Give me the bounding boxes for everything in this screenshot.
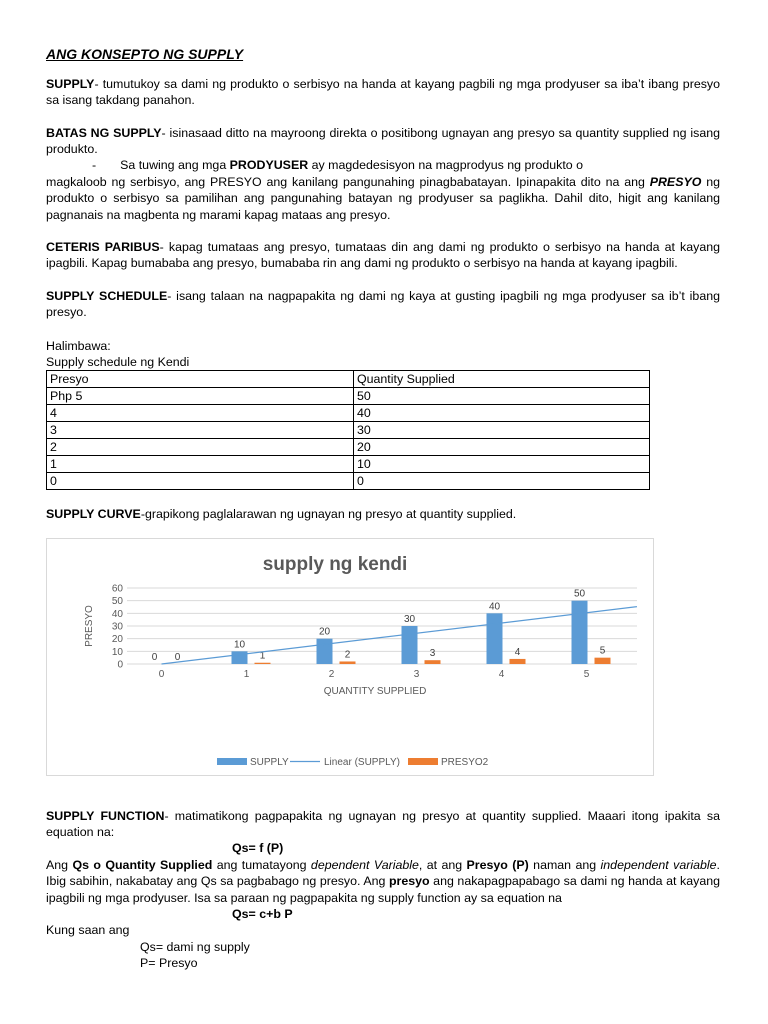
- supply-schedule-table: [46, 370, 650, 490]
- supply-trendline: [162, 607, 638, 664]
- presyo2-data-label: 3: [429, 648, 436, 660]
- curve-text: -grapikong paglalarawan ng ugnayan ng presyo at quantity supplied.: [140, 507, 517, 521]
- example-label: Halimbawa:: [46, 339, 111, 353]
- function-text: - matimatikong pagpapakita ng ugnayan ng presyo at quantity supplied. Maaari itong ipakita sa equation na:: [46, 809, 720, 840]
- batas-definition: [46, 125, 720, 158]
- table-row: [47, 473, 650, 490]
- supply-bar: [232, 651, 248, 664]
- ceteris-definition: [46, 239, 720, 272]
- supply-bar: [572, 601, 588, 664]
- presyo2-bar: [595, 658, 611, 664]
- presyo2-bar: [340, 661, 356, 664]
- supply-data-label: 50: [573, 588, 586, 600]
- fx-c: ang tumatayong: [212, 858, 311, 872]
- table-cell: 20: [354, 439, 650, 456]
- chart-title: supply ng kendi: [262, 554, 408, 575]
- supply-data-label: 20: [318, 626, 331, 638]
- y-tick-label: 10: [111, 646, 123, 658]
- table-cell: 0: [47, 473, 354, 490]
- table-cell: 1: [47, 456, 354, 473]
- y-tick-label: 30: [111, 621, 123, 633]
- bullet-text-a: Sa tuwing ang mga: [120, 158, 230, 172]
- presyo2-data-label: 0: [174, 652, 181, 663]
- definition-qs: Qs= dami ng supply: [140, 940, 250, 954]
- legend-label-supply: SUPPLY: [250, 757, 289, 768]
- fx-f: Presyo (P): [466, 858, 529, 872]
- table-cell: 2: [47, 439, 354, 456]
- supply-text: - tumutukoy sa dami ng produkto o serbisyo na handa at kayang pagbili ng mga prodyuser sa iba’t ibang presyo sa isang takdang panahon.: [46, 77, 720, 108]
- legend-swatch-presyo2: [408, 758, 438, 765]
- supply-definition: [46, 76, 720, 109]
- supply-data-label: 0: [151, 652, 158, 663]
- presyo2-data-label: 1: [259, 650, 266, 662]
- presyo2-bar: [425, 660, 441, 664]
- y-tick-label: 50: [111, 596, 123, 608]
- table-cell: 30: [354, 422, 650, 439]
- table-header: Quantity Supplied: [354, 371, 650, 388]
- table-cell: 10: [354, 456, 650, 473]
- y-tick-label: 60: [111, 583, 123, 595]
- fx-d: dependent Variable: [310, 858, 419, 872]
- fx-j: presyo: [388, 874, 430, 889]
- presyo2-data-label: 4: [514, 646, 521, 658]
- kung-saan: Kung saan ang: [46, 923, 130, 937]
- batas-text: - isinasaad ditto na mayroong direkta o positibong ugnayan ang presyo sa quantity supplied ng isang produkto.: [46, 126, 720, 157]
- table-header: Presyo: [47, 371, 354, 388]
- y-tick-label: 20: [111, 634, 123, 646]
- page-title: ANG KONSEPTO NG SUPPLY: [46, 46, 244, 62]
- table-cell: 0: [354, 473, 650, 490]
- function-definition: [46, 808, 720, 841]
- x-axis-label: QUANTITY SUPPLIED: [323, 686, 427, 697]
- supply-data-label: 10: [233, 639, 246, 651]
- supply-bar: [402, 626, 418, 664]
- x-tick-label: 1: [243, 669, 250, 680]
- legend-swatch-supply: [217, 758, 247, 765]
- supply-bar: [317, 639, 333, 664]
- fx-g: naman ang: [528, 858, 601, 872]
- x-tick-label: 3: [413, 669, 420, 680]
- term-supply: SUPPLY: [46, 77, 95, 91]
- ceteris-text: - kapag tumataas ang presyo, tumataas din ang dami ng produkto o serbisyo na handa at kayang ipagbili. Kapag bumababa ang presyo, bumababa rin ang dami ng produkto o serbisyo na handa at kayang ipagbili.: [46, 240, 720, 271]
- batas-continuation: [46, 174, 720, 223]
- x-tick-label: 5: [583, 669, 590, 680]
- table-cell: Php 5: [47, 388, 354, 405]
- table-cell: 3: [47, 422, 354, 439]
- x-tick-label: 4: [498, 669, 505, 680]
- supply-bar: [487, 613, 503, 664]
- schedule-definition: [46, 288, 720, 321]
- cont-text-c: ng produkto o serbisyo sa pamilihan ang pangunahing batayan ng prodyuser sa paglikha. Dahil dito, higit ang kanilang pagnanais na magbenta ng marami kapag mataas ang presyo.: [46, 175, 720, 222]
- presyo2-bar: [255, 663, 271, 664]
- table-row: [47, 422, 650, 439]
- curve-definition: [46, 506, 720, 522]
- y-tick-label: 0: [117, 659, 123, 671]
- term-function: SUPPLY FUNCTION: [46, 809, 165, 823]
- schedule-text: - isang talaan na nagpapakita ng dami ng kaya at gusting ipagbili ng mga prodyuser sa ib’t ibang presyo.: [46, 289, 720, 320]
- table-cell: 4: [47, 405, 354, 422]
- y-tick-label: 40: [111, 608, 123, 620]
- presyo2-bar: [510, 659, 526, 664]
- table-row: [47, 456, 650, 473]
- presyo2-data-label: 2: [344, 649, 351, 661]
- bullet-text-b: PRODYUSER: [229, 158, 309, 172]
- y-axis-label: PRESYO: [84, 605, 95, 647]
- fx-i: . Ibig sabihin, nakabatay ang Qs sa pagbabago ng presyo. Ang: [46, 858, 720, 889]
- supply-chart: [46, 538, 654, 776]
- x-tick-label: 2: [328, 669, 335, 680]
- term-ceteris: CETERIS PARIBUS: [46, 240, 160, 254]
- supply-data-label: 40: [488, 601, 501, 613]
- cont-text-a: magkaloob ng serbisyo, ang PRESYO ang kanilang pangunahing pinagbabatayan. Ipinapakita dito na ang: [46, 175, 650, 189]
- legend-label-trendline: Linear (SUPPLY): [324, 757, 400, 768]
- function-explanation: [46, 857, 720, 906]
- table-row: [47, 405, 650, 422]
- chart-svg: [47, 539, 653, 775]
- x-tick-label: 0: [158, 669, 165, 680]
- term-curve: SUPPLY CURVE: [46, 507, 141, 521]
- term-schedule: SUPPLY SCHEDULE: [46, 289, 168, 303]
- table-caption: Supply schedule ng Kendi: [46, 355, 190, 369]
- fx-e: , at ang: [418, 858, 467, 872]
- definition-p: P= Presyo: [140, 956, 198, 970]
- batas-bullet: [92, 157, 692, 173]
- table-row: [47, 388, 650, 405]
- presyo2-data-label: 5: [599, 645, 606, 657]
- equation-1: Qs= f (P): [232, 841, 284, 855]
- fx-b: Qs o Quantity Supplied: [72, 858, 213, 872]
- table-header-row: [47, 371, 650, 388]
- table-cell: 40: [354, 405, 650, 422]
- bullet-text-c: ay magdedesisyon na magprodyus ng produkto o: [308, 158, 584, 172]
- legend-label-presyo2: PRESYO2: [441, 757, 489, 768]
- table-row: [47, 439, 650, 456]
- fx-a: Ang: [46, 858, 73, 872]
- supply-data-label: 30: [403, 614, 416, 625]
- term-batas: BATAS NG SUPPLY: [46, 126, 162, 140]
- fx-h: independent variable: [600, 858, 717, 872]
- equation-2: Qs= c+b P: [232, 907, 293, 921]
- fx-k: ang nakapagpapabago sa dami ng handa at kayang ipagbili ng mga prodyuser. Isa sa paraan ng pagpapakita ng supply function ay sa equation na: [46, 874, 720, 905]
- cont-text-b: PRESYO: [649, 175, 702, 189]
- table-cell: 50: [354, 388, 650, 405]
- bullet-dash: -: [92, 158, 97, 172]
